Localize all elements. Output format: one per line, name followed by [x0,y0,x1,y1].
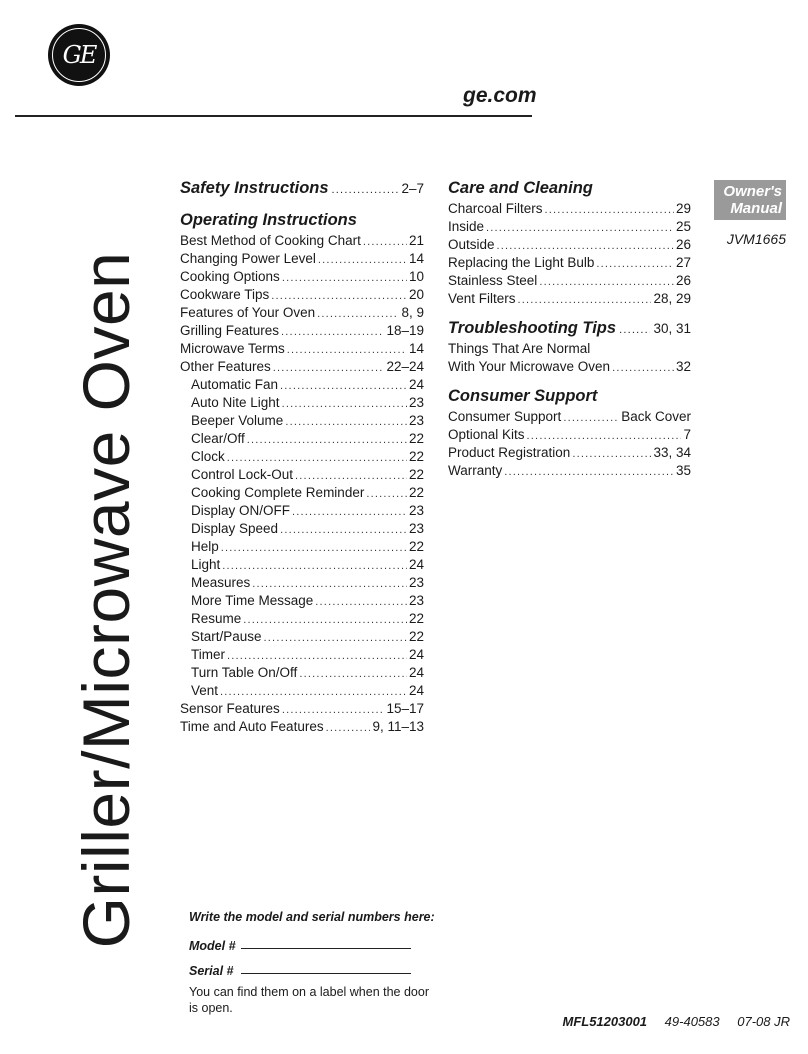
serial-note: You can find them on a label when the door is open. [189,985,429,1015]
page-number: 32 [675,359,691,374]
entry-label: Control Lock-Out [191,467,294,482]
entry-label: Inside [448,219,485,234]
model-field-row [189,928,439,953]
entry-label: Best Method of Cooking Chart [180,233,361,248]
entry-label: Vent [191,683,219,698]
entry-label: Replacing the Light Bulb [448,255,595,270]
toc-right-column [448,176,691,480]
leader-dots [366,485,407,503]
page-number: 14 [408,341,424,356]
section-label: Safety Instructions [180,179,329,197]
page-number: 29 [675,201,691,216]
serial-write-line [241,973,411,974]
toc-subentry [180,538,424,556]
toc-entry [448,408,691,426]
leader-dots [539,273,674,291]
spacer [448,376,691,384]
page-number: 7 [683,427,691,442]
leader-dots [572,445,651,463]
toc-entry [180,340,424,358]
page-number: 27 [675,255,691,270]
toc-entry [448,200,691,218]
badge-line-2: Manual [730,200,782,217]
leader-dots [222,557,407,575]
entry-label: Display Speed [191,521,279,536]
page-number: 10 [408,269,424,284]
serial-heading: Write the model and serial numbers here: [189,910,435,924]
leader-dots [527,427,682,445]
leader-dots [497,237,674,255]
toc-subentry [180,610,424,628]
serial-field-row [189,953,439,978]
toc-subentry [180,430,424,448]
toc-subentry [180,592,424,610]
leader-dots [504,463,674,481]
entry-label: Help [191,539,219,554]
page-number: 24 [408,377,424,392]
entry-label: Beeper Volume [191,413,284,428]
page-number: 26 [675,237,691,252]
toc-entry [448,426,691,444]
toc-entry [180,268,424,286]
leader-dots [619,318,650,342]
page-number: Back Cover [621,409,691,424]
entry-label: Outside [448,237,495,252]
toc-subentry [180,394,424,412]
entry-label: Changing Power Level [180,251,316,266]
entry-label: Warranty [448,463,503,478]
page-number: 23 [408,593,424,608]
model-write-line [241,948,411,949]
leader-dots [264,629,407,647]
page-number: 20 [408,287,424,302]
entry-label: Clear/Off [191,431,245,446]
page-number: 22 [408,449,424,464]
header-rule [15,115,532,117]
toc-entry [180,700,424,718]
entry-label: Measures [191,575,251,590]
leader-dots [292,503,407,521]
leader-dots [315,593,407,611]
toc-entry [180,358,424,376]
entry-label: Resume [191,611,242,626]
leader-dots [518,291,652,309]
entry-label: Time and Auto Features [180,719,324,734]
leader-dots [281,323,384,341]
entry-label: Start/Pause [191,629,262,644]
leader-dots [326,719,371,737]
toc-entry [448,236,691,254]
entry-label: Automatic Fan [191,377,279,392]
entry-label: Product Registration [448,445,571,460]
model-label: Model # [189,939,236,953]
leader-dots [220,683,407,701]
page-number: 21 [408,233,424,248]
toc-subentry [180,520,424,538]
page-number: 22 [408,467,424,482]
website-url: ge.com [463,84,537,107]
toc-entry [180,322,424,340]
footer-codes [562,1014,790,1029]
section-label: Troubleshooting Tips [448,319,617,337]
leader-dots [486,219,674,237]
entry-label: Microwave Terms [180,341,285,356]
entry-label: Grilling Features [180,323,280,338]
entry-label: Stainless Steel [448,273,538,288]
page-number: 23 [408,413,424,428]
page-number: 23 [408,521,424,536]
page-number: 15–17 [386,701,424,716]
page-number: 14 [408,251,424,266]
toc-subentry [180,556,424,574]
leader-dots [282,701,385,719]
leader-dots [252,575,407,593]
page-number: 23 [408,395,424,410]
toc-subentry [180,448,424,466]
leader-dots [221,539,407,557]
entry-label: Auto Nite Light [191,395,280,410]
doc-number: MFL51203001 [562,1014,648,1029]
toc-subentry [180,484,424,502]
page-number: 23 [408,575,424,590]
toc-entry [448,462,691,480]
leader-dots [612,359,674,377]
model-code: JVM1665 [726,231,786,247]
page-number: 24 [408,557,424,572]
page-number: 28, 29 [653,291,691,306]
owners-manual-badge [714,180,786,220]
print-date: 07-08 JR [737,1014,790,1029]
toc-entry [180,232,424,250]
toc-entry [448,272,691,290]
toc-section-operating: Operating Instructions [180,211,357,229]
toc-entry [448,358,691,376]
page-number: 22–24 [386,359,424,374]
toc-entry [448,290,691,308]
page-number: 22 [408,539,424,554]
badge-line-1: Owner's [723,183,782,200]
page-number: 35 [675,463,691,478]
page-number: 24 [408,665,424,680]
entry-label: Features of Your Oven [180,305,316,320]
leader-dots [243,611,407,629]
ge-logo-text: GE [62,41,96,69]
serial-label: Serial # [189,964,234,978]
page-number: 22 [408,611,424,626]
page-number: 18–19 [386,323,424,338]
page-number: 25 [675,219,691,234]
page-number: 9, 11–13 [372,719,424,734]
page-number: 22 [408,629,424,644]
page-number: 26 [675,273,691,288]
page-number: 23 [408,503,424,518]
toc-section-safety [180,176,424,200]
entry-label: With Your Microwave Oven [448,359,611,374]
toc-subentry [180,466,424,484]
entry-label: Optional Kits [448,427,525,442]
page-number: 22 [408,485,424,500]
page-number: 2–7 [401,181,424,196]
leader-dots [280,521,407,539]
toc-subentry [180,376,424,394]
entry-label: Vent Filters [448,291,516,306]
toc-subentry [180,664,424,682]
page-number: 8, 9 [401,305,424,320]
toc-entry [448,444,691,462]
entry-label: Cooking Complete Reminder [191,485,365,500]
page-number: 30, 31 [653,321,691,336]
leader-dots [295,467,407,485]
leader-dots [247,431,407,449]
entry-label: Charcoal Filters [448,201,543,216]
entry-label: Light [191,557,221,572]
leader-dots [332,178,399,202]
product-title: Griller/Microwave Oven [69,251,143,949]
toc-entry [180,718,424,736]
leader-dots [318,251,407,269]
toc-entry [180,286,424,304]
page-number: 33, 34 [653,445,691,460]
toc-subentry [180,682,424,700]
entry-label: Clock [191,449,225,464]
toc-entry [448,218,691,236]
entry-label: More Time Message [191,593,314,608]
toc-subentry [180,646,424,664]
toc-entry [180,250,424,268]
ge-logo-ring [52,28,106,82]
entry-label: Display ON/OFF [191,503,291,518]
page-number: 22 [408,431,424,446]
toc-left-column [180,176,424,736]
entry-label: Cookware Tips [180,287,270,302]
entry-label: Consumer Support [448,409,562,424]
toc-subentry [180,412,424,430]
entry-label: Things That Are Normal [448,341,591,356]
entry-label: Other Features [180,359,271,374]
entry-label: Cooking Options [180,269,280,284]
entry-label: Timer [191,647,225,662]
toc-section-care: Care and Cleaning [448,179,593,197]
toc-subentry [180,502,424,520]
leader-dots [596,255,674,273]
toc-entry [448,254,691,272]
leader-dots [287,341,407,359]
page-number: 24 [408,683,424,698]
toc-entry [180,304,424,322]
toc-subentry [180,628,424,646]
leader-dots [545,201,674,219]
leader-dots [282,269,407,287]
leader-dots [363,233,407,251]
leader-dots [273,359,385,377]
entry-label: Sensor Features [180,701,280,716]
leader-dots [299,665,407,683]
ge-logo [48,24,110,86]
leader-dots [271,287,407,305]
leader-dots [285,413,407,431]
leader-dots [317,305,399,323]
part-number: 49-40583 [664,1014,720,1029]
leader-dots [563,409,619,427]
leader-dots [227,449,407,467]
leader-dots [282,395,407,413]
toc-section-support: Consumer Support [448,387,598,405]
leader-dots [280,377,407,395]
leader-dots [227,647,407,665]
toc-section-troubleshooting [448,316,691,340]
spacer [448,308,691,316]
entry-label: Turn Table On/Off [191,665,298,680]
serial-number-section [189,906,439,1016]
toc-subentry [180,574,424,592]
page-number: 24 [408,647,424,662]
